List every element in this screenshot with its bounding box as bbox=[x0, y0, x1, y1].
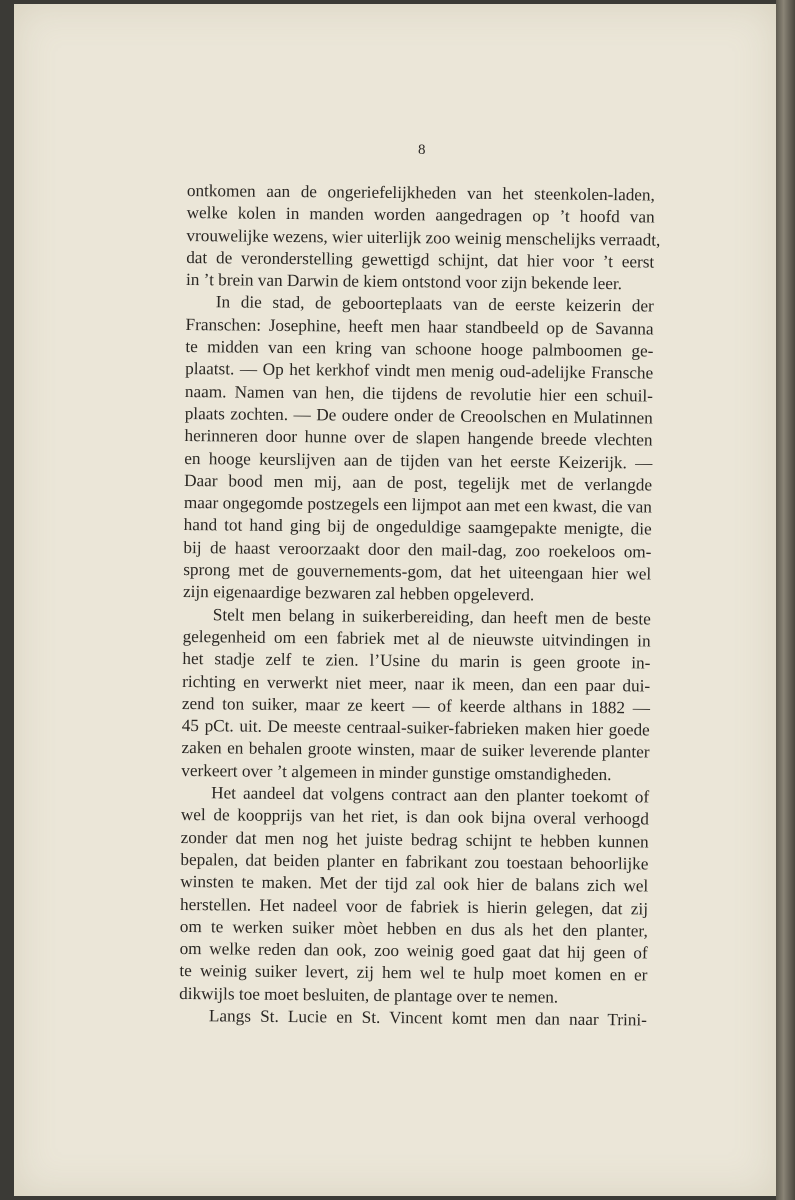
text-line: herinneren door hunne over de slapen hangende breede vlechten bbox=[184, 426, 653, 450]
text-line: Langs St. Lucie en St. Vincent komt men dan naar Trini- bbox=[208, 1006, 648, 1030]
text-line: richting en verwerkt niet meer, naar ik meen, dan een paar dui- bbox=[182, 671, 651, 696]
text-line: bij de haast veroorzaakt door den mail-dag, zoo roekeloos om- bbox=[183, 537, 652, 562]
text-line: om te werken suiker mòet hebben en dus als het den planter, bbox=[179, 916, 648, 941]
text-line: het stadje zelf te zien. l’Usine du marin is geen groote in- bbox=[182, 649, 651, 673]
text-line: In die stad, de geboorteplaats van de eerste keizerin der bbox=[215, 292, 654, 316]
text-line: maar ongegomde postzegels een lijmpot aan met een kwast, die van bbox=[183, 493, 652, 517]
text-line: Het aandeel dat volgens contract aan den planter toekomt of bbox=[211, 783, 650, 807]
text-line: te midden van een kring van schoone hooge palmboomen ge- bbox=[185, 337, 654, 361]
text-line: bepalen, dat beiden planter en fabrikant zou toestaan behoorlijke bbox=[180, 849, 649, 874]
text-line: Franschen: Josephine, heeft men haar standbeeld op de Savanna bbox=[185, 314, 654, 339]
text-line: in ’t brein van Darwin de kiem ontstond voor zijn bekende leer. bbox=[185, 270, 623, 294]
text-line: te weinig suiker levert, zij hem wel te hulp moet komen en er bbox=[179, 961, 648, 985]
text-line: zaken en behalen groote winsten, maar de suiker leverende planter bbox=[181, 738, 650, 762]
text-line: plaatst. — Op het kerkhof vindt men menig oud-adelijke Fransche bbox=[185, 359, 654, 383]
text-line: naam. Namen van hen, die tijdens de revolutie hier een schuil- bbox=[184, 381, 654, 406]
text-line: dat de veronderstelling gewettigd schijnt, dat hier voor ’t eerst bbox=[186, 247, 655, 272]
text-line: Stelt men belang in suikerbereiding, dan heeft men de beste bbox=[212, 604, 651, 629]
text-line: welke kolen in manden worden aangedragen op ’t hoofd van bbox=[186, 203, 655, 227]
page-number: 8 bbox=[418, 142, 426, 158]
text-line: winsten te maken. Met der tijd zal ook hier de balans zich wel bbox=[180, 872, 649, 896]
text-line: ontkomen aan de ongeriefelijkheden van het steenkolen-laden, bbox=[186, 180, 655, 205]
text-line: Daar bood men mij, aan de post, tegelijk met de verlangde bbox=[184, 470, 653, 495]
text-line: hand tot hand ging bij de ongeduldige saamgepakte menigte, die bbox=[183, 515, 652, 539]
text-line: dikwijls toe moet besluiten, de plantage over te nemen. bbox=[179, 983, 559, 1007]
body-text bbox=[179, 180, 661, 1032]
text-line: vrouwelijke wezens, wier uiterlijk zoo weinig menschelijks verraadt, bbox=[186, 225, 661, 250]
text-line: zijn eigenaardige bezwaren zal hebben opgeleverd. bbox=[182, 582, 535, 605]
text-line: wel de koopprijs van het riet, is dan ook bijna overal verhoogd bbox=[180, 805, 649, 829]
text-line: zend ton suiker, maar ze keert — of keerde althans in 1882 — bbox=[181, 693, 651, 718]
text-line: plaats zochten. — De oudere onder de Creoolschen en Mulatinnen bbox=[184, 403, 653, 428]
text-line: gelegenheid om een fabriek met al de nieuwste uitvindingen in bbox=[182, 626, 651, 651]
text-line: en hooge keurslijven aan de tijden van het eerste Keizerijk. — bbox=[184, 448, 653, 473]
page-edge bbox=[776, 0, 795, 1200]
text-line: herstellen. Het nadeel voor de fabriek is hierin gelegen, dat zij bbox=[179, 894, 649, 918]
text-line: verkeert over ’t algemeen in minder gunstige omstandigheden. bbox=[181, 760, 612, 784]
text-line: om welke reden dan ook, zoo weinig goed gaat dat hij geen of bbox=[179, 939, 648, 963]
text-line: 45 pCt. uit. De meeste centraal-suiker-fabrieken maken hier goede bbox=[181, 716, 650, 740]
text-line: sprong met de gouvernements-gom, dat het uiteengaan hier wel bbox=[183, 560, 652, 584]
text-line: zonder dat men nog het juiste bedrag schijnt te hebben kunnen bbox=[180, 827, 649, 852]
